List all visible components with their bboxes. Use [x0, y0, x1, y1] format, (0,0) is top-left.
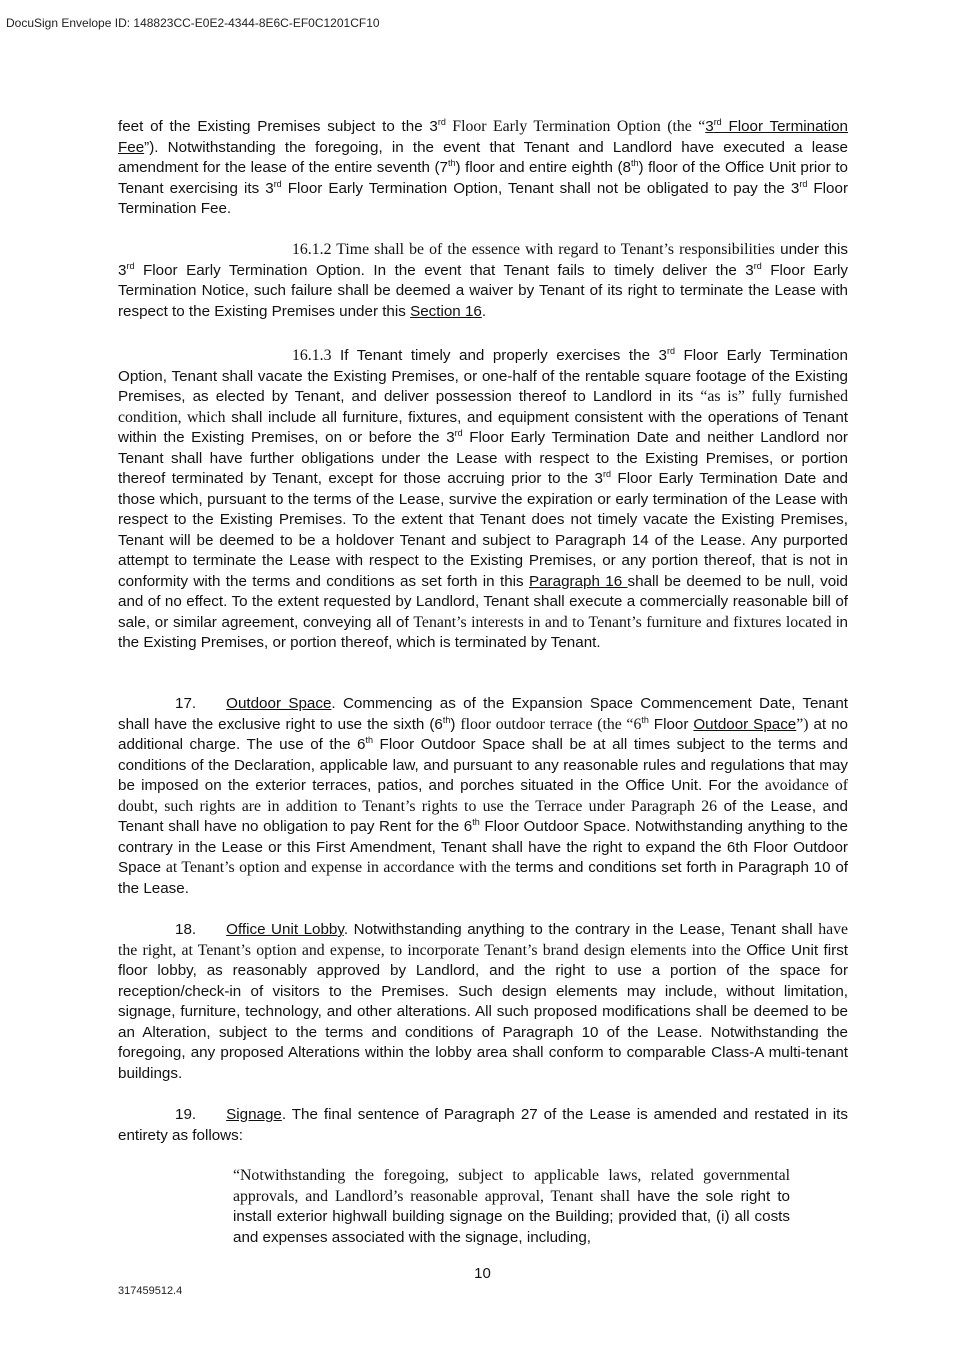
defined-term-3rd-floor-termination-fee: 3rd Floor Termination Fee [118, 116, 849, 156]
section-number: 19. [175, 1106, 197, 1123]
section-18-office-unit-lobby: 18. Office Unit Lobby. Notwithstanding anything to the contrary in the Lease, Tenant shall have the right, at Tenant’s option and expense, to incorporate Tenant’s brand design elements into the Office Unit first floor lobby, as reasonably approved by Landlord, and the right to use a portion of the space for reception/check-in of visitors to the Premises. Such design elements may include, without limitation, signage, furniture, technology, and other alterations. All such proposed modifications shall be deemed to be an Alteration, subject to the terms and conditions of Paragraph 10 of the Lease. Notwithstanding the foregoing, any proposed Alterations within the lobby area shall conform to comparable Class-A multi-tenant buildings. [118, 921, 849, 1082]
section-16-1-3: 16.1.3 If Tenant timely and properly exercises the 3rd Floor Early Termination Option, Tenant shall vacate the Existing Premises, or one-half of the rentable square footage of the Existing Premises, as elected by Tenant, and deliver possession thereof to Landlord in its “as is” fully furnished condition, which shall include all furniture, fixtures, and equipment consistent with the operations of Tenant within the Existing Premises, on or before the 3rd Floor Early Termination Date and neither Landlord nor Tenant shall have further obligations under the Lease with respect to the Existing Premises, or portion thereof terminated by Tenant, except for those accruing prior to the 3rd Floor Early Termination Date and those which, pursuant to the terms of the Lease, survive the expiration or early termination of the Lease with respect to the Existing Premises. To the extent that Tenant does not timely vacate the Existing Premises, Tenant will be deemed to be a holdover Tenant and subject to Paragraph 14 of the Lease. Any purported attempt to terminate the Lease with respect to the Existing Premises, or any portion thereof, that is not in conformity with the terms and conditions as set forth in this Paragraph 16 shall be deemed to be null, void and of no effect. To the extent requested by Landlord, Tenant shall execute a commercially reasonable bill of sale, or similar agreement, conveying all of Tenant’s interests in and to Tenant’s furniture and fixtures located in the Existing Premises, or portion thereof, which is terminated by Tenant. [118, 345, 849, 651]
section-16-reference: Section 16 [410, 302, 482, 320]
document-id: 317459512.4 [118, 1285, 183, 1297]
section-title: Signage [226, 1106, 282, 1123]
section-16-1-2: 16.1.2 Time shall be of the essence with regard to Tenant’s responsibilities under this 3rd Floor Early Termination Option. In the event that Tenant fails to timely deliver the 3rd Floor Early Termination Notice, such failure shall be deemed a waiver by Tenant of its right to terminate the Lease with respect to the Existing Premises under this Section 16. [118, 241, 848, 320]
section-17-outdoor-space: 17. Outdoor Space. Commencing as of the Expansion Space Commencement Date, Tenant shall have the exclusive right to use the sixth (6th) floor outdoor terrace (the “6th Floor Outdoor Space”) at no additional charge. The use of the 6th Floor Outdoor Space shall be at all times subject to the terms and conditions of the Declaration, applicable law, and pursuant to any reasonable rules and regulations that may be imposed on the exterior terraces, patios, and porches situated in the Office Unit. For the avoidance of doubt, such rights are in addition to Tenant’s rights to use the Terrace under Paragraph 26 of the Lease, and Tenant shall have no obligation to pay Rent for the 6th Floor Outdoor Space. Notwithstanding anything to the contrary in the Lease or this First Amendment, Tenant shall have the right to expand the 6th Floor Outdoor Space at Tenant’s option and expense in accordance with the terms and conditions set forth in Paragraph 10 of the Lease. [118, 695, 848, 897]
section-number: 16.1.2 [292, 241, 332, 258]
page-number: 10 [474, 1265, 491, 1282]
section-number: 16.1.3 [292, 347, 332, 364]
defined-term-outdoor-space: Outdoor Space [693, 715, 797, 733]
signage-block-quote: “Notwithstanding the foregoing, subject to applicable laws, related governmental approvals, and Landlord’s reasonable approval, Tenant shall have the sole right to install exterior highwall building signage on the Building; provided that, (i) all costs and expenses associated with the signage, including, [233, 1167, 790, 1246]
docusign-envelope-id: DocuSign Envelope ID: 148823CC-E0E2-4344-8E6C-EF0C1201CF10 [6, 16, 380, 30]
section-title: Office Unit Lobby [226, 921, 344, 938]
section-number: 17. [175, 695, 197, 712]
section-19-signage: 19. Signage. The final sentence of Paragraph 27 of the Lease is amended and restated in its entirety as follows: [118, 1106, 848, 1144]
section-title: Outdoor Space [226, 695, 332, 712]
section-number: 18. [175, 921, 197, 938]
paragraph-termination-fee: feet of the Existing Premises subject to the 3rd Floor Early Termination Option (the “3rd Floor Termination Fee”). Notwithstanding the foregoing, in the event that Tenant and Landlord have executed a lease amendment for the lease of the entire seventh (7th) floor and entire eighth (8th) floor of the Office Unit prior to Tenant exercising its 3rd Floor Early Termination Option, Tenant shall not be obligated to pay the 3rd Floor Termination Fee. [118, 116, 849, 217]
paragraph-16-reference: Paragraph 16 [528, 572, 628, 590]
